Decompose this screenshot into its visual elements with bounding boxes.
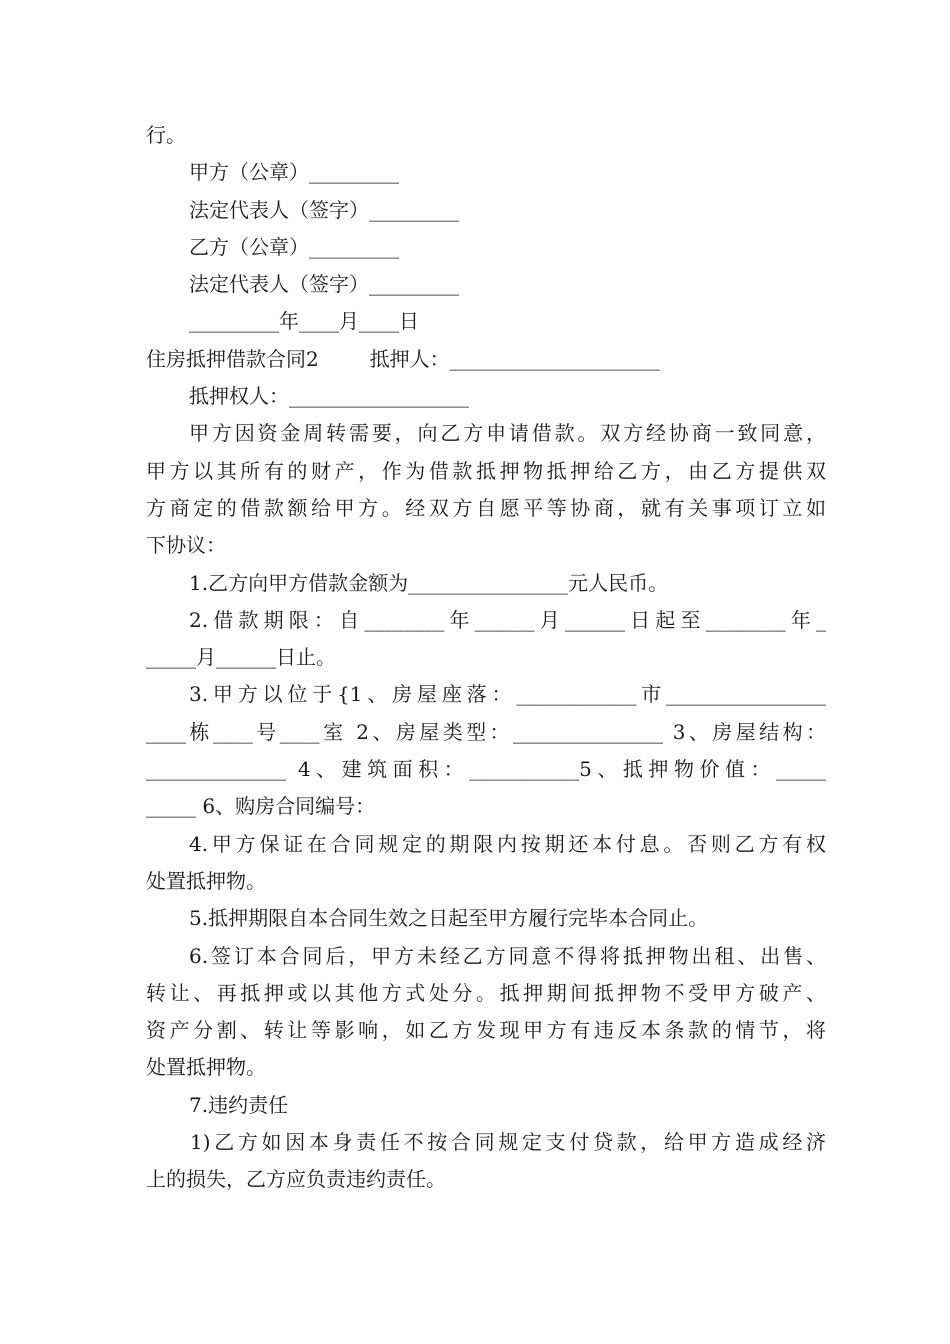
clause-2-continued: _____月______日止。 <box>146 645 336 670</box>
clause-6-continued: 资产分割、转让等影响，如乙方发现甲方有违反本条款的情节，将 <box>146 1018 826 1043</box>
document-body <box>146 117 826 1199</box>
clause-3-continued: _____ 6、购房合同编号： <box>146 794 376 819</box>
party-a-representative-line: 法定代表人（签字）_________ <box>189 197 459 222</box>
clause-7-heading: 7.违约责任 <box>189 1092 289 1117</box>
date-line: _________年____月____日 <box>189 309 419 334</box>
paragraph-line: 下协议： <box>146 533 226 558</box>
clause-6: 6.签订本合同后，甲方未经乙方同意不得将抵押物出租、出售、 <box>189 943 826 968</box>
clause-3-continued: ______________ 4、建筑面积：___________5、抵押物价值：_____ <box>146 757 826 782</box>
clause-4-continued: 处置抵押物。 <box>146 868 266 893</box>
party-b-seal-line: 乙方（公章）_________ <box>189 234 399 259</box>
clause-6-continued: 转让、再抵押或以其他方式处分。抵押期间抵押物不受甲方破产、 <box>146 980 826 1005</box>
clause-3-continued: ____栋____号____室 2、房屋类型：_______________ 3、房屋结构： <box>146 719 826 744</box>
clause-7-item-1-continued: 上的损失，乙方应负责违约责任。 <box>146 1167 446 1192</box>
clause-1: 1.乙方向甲方借款金额为________________元人民币。 <box>189 570 669 595</box>
contract-title-line: 住房抵押借款合同2 抵押人：_____________________ <box>146 346 660 371</box>
paragraph-line: 甲方以其所有的财产，作为借款抵押物抵押给乙方，由乙方提供双 <box>146 458 826 483</box>
clause-5: 5.抵押期限自本合同生效之日起至甲方履行完毕本合同止。 <box>189 906 709 931</box>
paragraph-line: 甲方因资金周转需要，向乙方申请借款。双方经协商一致同意， <box>189 421 826 446</box>
clause-6-continued: 处置抵押物。 <box>146 1055 266 1080</box>
paragraph-line: 方商定的借款额给甲方。经双方自愿平等协商，就有关事项订立如 <box>146 495 826 520</box>
party-b-representative-line: 法定代表人（签字）_________ <box>189 272 459 297</box>
clause-4: 4.甲方保证在合同规定的期限内按期还本付息。否则乙方有权 <box>189 831 826 856</box>
paragraph-line: 行。 <box>146 123 186 147</box>
clause-3: 3.甲方以位于{1、房屋座落：____________市________________ <box>189 682 826 707</box>
mortgagee-line: 抵押权人：__________________ <box>189 384 469 409</box>
clause-7-item-1: 1)乙方如因本身责任不按合同规定支付贷款，给甲方造成经济 <box>190 1130 826 1155</box>
party-a-seal-line: 甲方（公章）_________ <box>189 160 399 185</box>
clause-2: 2.借款期限：自________年______月______日起至________年_ <box>189 607 826 632</box>
